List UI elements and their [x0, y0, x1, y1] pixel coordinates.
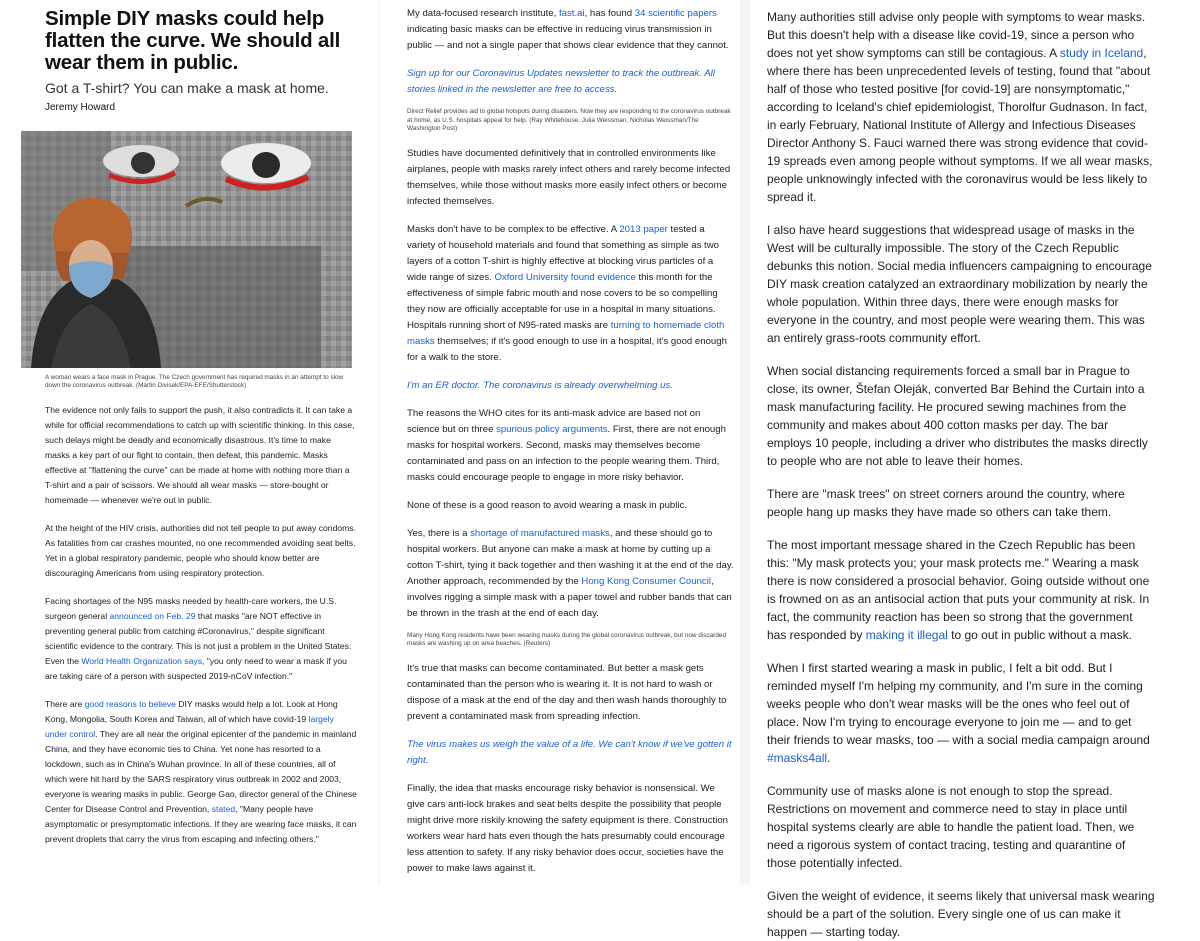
link-hk-consumer-council[interactable]: Hong Kong Consumer Council [581, 575, 711, 587]
body-paragraph: It's true that masks can become contaminated. But better a mask gets contaminated than the person who is wearing it. It is not hard to wash or dispose of a mask at the end of the day and then wash hands thoroughly to prevent a contaminated mask from spreading infection. [407, 662, 727, 722]
link-good-reasons[interactable]: good reasons to believe [84, 699, 176, 709]
link-iceland-study[interactable]: study in Iceland [1059, 46, 1144, 60]
photo-caption: A woman wears a face mask in Prague. The Czech government has required masks in an attempt to slow down the coronavirus outbreak. (Martin Divisek/EPA-EFE/Shutterstock) [45, 374, 344, 389]
body-paragraph: Yes, there is a shortage of manufactured masks, and these should go to hospital workers. But anyone can make a mask at home by cutting up a cotton T-shirt, tying it back together and then washing it at the end of the day. Another approach, recommended by the Hong Kong Consumer Council, involves rigging a simple mask with a paper towel and rubber bands that can be thrown in the trash at the end of each day. [407, 527, 734, 619]
link-homemade-masks[interactable]: turning to homemade cloth masks [407, 319, 725, 347]
related-article-link[interactable]: I'm an ER doctor. The coronavirus is already overwhelming us. [407, 379, 673, 391]
body-paragraph: Masks don't have to be complex to be effective. A 2013 paper tested a variety of household materials and found that something as simple as two layers of a cotton T-shirt is highly effective at blocking virus particles of a wide range of sizes. Oxford University found evidence this month for the effectiveness of simple fabric mouth and nose covers to be so compelling they now are officially acceptable for use in a hospital in many situations. Hospitals running short of N95-rated masks are turning to homemade cloth masks themselves; if it's good enough to use in a hospital, it's good enough for a walk to the store. [407, 223, 727, 363]
link-2013-paper[interactable]: 2013 paper [619, 223, 668, 235]
link-masks4all[interactable]: #masks4all [767, 751, 828, 765]
link-who[interactable]: World Health Organization says [81, 656, 202, 666]
body-paragraph: There are good reasons to believe DIY masks would help a lot. Look at Hong Kong, Mongolia, South Korea and Taiwan, all of which have covid-19 largely under control. They are all near the original epicenter of the pandemic in mainland China, and they have economic ties to China. Yet none has resorted to a lockdown, such as in China's Wuhan province. In all of these countries, all of which were hit hard by the SARS respiratory virus outbreak in 2002 and 2003, everyone is wearing masks in public. George Gao, director general of the Chinese Center for Disease Control and Prevention, stated, "Many people have asymptomatic or presymptomatic infections. If they are wearing face masks, it can prevent droplets that carry the virus from escaping and infecting others." [45, 699, 357, 844]
link-oxford[interactable]: Oxford University found evidence [494, 271, 636, 283]
column-3 [750, 0, 1200, 939]
related-article-link[interactable]: The virus makes us weigh the value of a life. We can't know if we've gotten it right. [407, 738, 732, 766]
video-caption: Direct Relief provides aid to global hotspots during disasters. Now they are responding to the coronavirus outbreak at home, as U.S. hospitals appeal for help. (Ray Whitehouse, Julia Weissman, Nicholas Weissman/The Washington Post) [407, 108, 731, 132]
body-paragraph: Studies have documented definitively that in controlled environments like airplanes, people with masks rarely infect others and rarely become infected themselves, while those without masks more easily infect others or become infected themselves. [407, 147, 731, 207]
body-paragraph: Finally, the idea that masks encourage risky behavior is nonsensical. We give cars anti-lock brakes and seat belts despite the possibility that people might drive more riskily knowing the safety equipment is there. Construction workers wear hard hats even though the hats presumably could encourage less attention to safety. If any risky behavior does occur, societies have the power to make laws against it. [407, 782, 728, 874]
body-paragraph: The reasons the WHO cites for its anti-mask advice are based not on science but on three spurious policy arguments. First, there are not enough masks for hospital workers. Second, masks may themselves become contaminated and pass on an infection to the people wearing them. Third, masks could encourage people to engage in more risky behavior. [407, 407, 726, 483]
body-paragraph: None of these is a good reason to avoid wearing a mask in public. [407, 499, 687, 511]
body-paragraph: The evidence not only fails to support the push, it also contradicts it. It can take a while for official recommendations to catch up with scientific thinking. In this case, such delays might be deadly and economically disastrous. It's time to make masks a key part of our fight to contain, then defeat, this pandemic. Masks effective at "flattening the curve" can be made at home with nothing more than a T-shirt and a pair of scissors. We should all wear masks — store-bought or homemade — whenever we're out in public. [45, 405, 355, 505]
body-paragraph: Facing shortages of the N95 masks needed by health-care workers, the U.S. surgeon general announced on Feb. 29 that masks "are NOT effective in preventing general public from catching #Coronavirus," despite significant scientific evidence to the contrary. This is not just a problem in the United States: Even the World Health Organization says, "you only need to wear a mask if you are taking care of a person with suspected 2019-nCoV infection." [45, 596, 352, 681]
column-2 [380, 0, 750, 885]
body-paragraph: Given the weight of evidence, it seems likely that universal mask wearing should be a part of the solution. Every single one of us can make it happen — starting today. [767, 889, 1155, 939]
woman-mask-photo [21, 131, 352, 368]
byline[interactable]: Jeremy Howard [45, 102, 116, 113]
subheadline: Got a T-shirt? You can make a mask at home. [45, 80, 329, 96]
body-paragraph: Community use of masks alone is not enough to stop the spread. Restrictions on movement and commerce need to stay in place until hospital systems clearly are able to handle the patient load. Then, we need a rigorous system of contact tracing, testing and quarantine of those potentially infected. [767, 784, 1135, 870]
column-1 [0, 0, 380, 885]
link-surgeon-general[interactable]: announced on Feb. 29 [109, 611, 196, 621]
body-paragraph: The most important message shared in the Czech Republic has been this: "My mask protects you; your mask protects me." Wearing a mask there is now considered a prosocial behavior. Going outside without one is frowned on as an antisocial action that puts your community at risk. In fact, the community reaction has been so strong that the government has responded by making it illegal to go out in public without a mask. [767, 538, 1150, 642]
body-paragraph: Many authorities still advise only people with symptoms to wear masks. But this doesn't help with a disease like covid-19, since a person who does not yet show symptoms can still be contagious. A study in Iceland, where there has been unprecedented levels of testing, found that "about half of those who tested positive [for covid-19] are nonsymptomatic," according to Iceland's chief epidemiologist, Thorolfur Gudnason. In fact, in early February, National Institute of Allergy and Infectious Diseases Director Anthony S. Fauci warned there was strong evidence that covid-19 spreads even among people without symptoms. If we all wear masks, people unknowingly infected with the coronavirus would be less likely to spread it. [767, 10, 1153, 204]
link-mask-shortage[interactable]: shortage of manufactured masks [470, 527, 610, 539]
link-34-papers[interactable]: 34 scientific papers [634, 8, 717, 19]
body-paragraph: I also have heard suggestions that widespread usage of masks in the West will be culturally impossible. The story of the Czech Republic debunks this notion. Social media influencers campaigning to encourage DIY mask creation catalyzed an extraordinary mobilization by nearly the whole population. Within three days, there were enough masks for everyone in the country, and most people were wearing them. This was an entirely grass-roots community effort. [767, 223, 1152, 345]
link-stated[interactable]: stated [211, 804, 236, 814]
newsletter-promo-link[interactable]: Sign up for our Coronavirus Updates newsletter to track the outbreak. All stories linked in the newsletter are free to access. [407, 68, 715, 95]
link-under-control[interactable]: largely under control [45, 714, 334, 739]
body-paragraph: When social distancing requirements forced a small bar in Prague to close, its owner, Štefan Oleják, converted Bar Behind the Curtain into a mask manufacturing facility. He procured sewing machines from the community and makes about 400 cotton masks per day. The bar employs 10 people, including a driver who distributes the masks directly to people who are not able to leave their homes. [767, 364, 1148, 468]
body-paragraph: My data-focused research institute, fast.ai, has found 34 scientific papers indicating basic masks can be effective in reducing virus transmission in public — and not a single paper that shows clear evidence that they cannot. [407, 8, 729, 51]
body-paragraph: There are "mask trees" on street corners around the country, where people hang up masks they have made so others can take them. [767, 487, 1125, 519]
link-fast-ai[interactable]: fast.ai [558, 8, 585, 19]
column-divider [740, 0, 750, 885]
headline: Simple DIY masks could help flatten the curve. We should all wear them in public. [45, 7, 341, 74]
body-paragraph: At the height of the HIV crisis, authorities did not tell people to put away condoms. As fatalities from car crashes mounted, no one recommended avoiding seat belts. Yet in a global respiratory pandemic, people who should know better are discouraging Americans from using respiratory protection. [45, 523, 356, 578]
body-paragraph: When I first started wearing a mask in public, I felt a bit odd. But I reminded myself I'm helping my community, and I'm sure in the coming weeks people who don't wear masks will be the ones who feel out of place. Now I'm trying to encourage everyone to join me — and to get their friends to wear masks, too — with a social media campaign around #masks4all. [767, 661, 1150, 765]
lead-photo [21, 131, 352, 368]
video-caption: Many Hong Kong residents have been wearing masks during the global coronavirus outbreak, but now discarded masks are washing up on area beaches. (Reuters) [407, 631, 727, 647]
link-making-illegal[interactable]: making it illegal [865, 628, 948, 642]
link-policy-arguments[interactable]: spurious policy arguments [496, 423, 608, 435]
